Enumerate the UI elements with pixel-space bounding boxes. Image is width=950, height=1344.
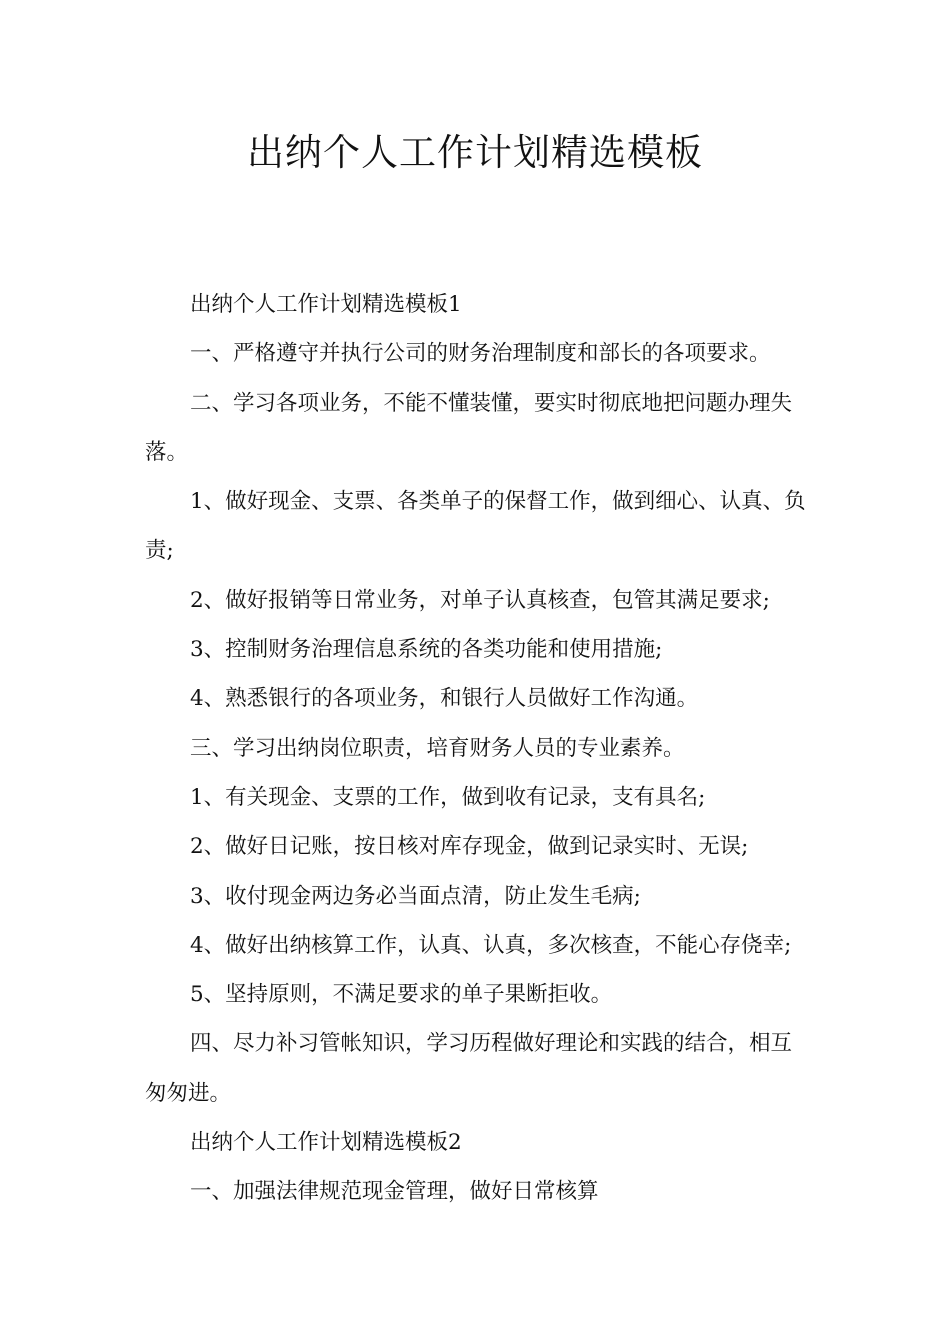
paragraph: 4、做好出纳核算工作，认真、认真，多次核查，不能心存侥幸; <box>190 932 792 958</box>
paragraph: 一、加强法律规范现金管理，做好日常核算 <box>190 1179 599 1205</box>
document-body <box>145 280 810 1217</box>
paragraph: 四、尽力补习管帐知识，学习历程做好理论和实践的结合，相互匆匆进。 <box>145 1031 793 1106</box>
paragraph: 1、有关现金、支票的工作，做到收有记录，支有具名; <box>190 784 706 810</box>
paragraph: 一、严格遵守并执行公司的财务治理制度和部长的各项要求。 <box>190 341 771 367</box>
paragraph: 3、收付现金两边务必当面点清，防止发生毛病; <box>190 883 641 909</box>
document-title: 出纳个人工作计划精选模板 <box>247 131 703 174</box>
paragraph: 1、做好现金、支票、各类单子的保督工作，做到细心、认真、负责; <box>145 489 806 564</box>
paragraph: 2、做好日记账，按日核对库存现金，做到记录实时、无误; <box>190 834 749 860</box>
paragraph: 三、学习出纳岗位职责，培育财务人员的专业素养。 <box>190 735 685 761</box>
paragraph: 2、做好报销等日常业务，对单子认真核查，包管其满足要求; <box>190 587 770 613</box>
paragraph: 5、坚持原则，不满足要求的单子果断拒收。 <box>190 982 613 1008</box>
paragraph: 4、熟悉银行的各项业务，和银行人员做好工作沟通。 <box>190 686 699 712</box>
paragraph: 出纳个人工作计划精选模板1 <box>190 292 462 317</box>
paragraph: 3、控制财务治理信息系统的各类功能和使用措施; <box>190 637 663 663</box>
paragraph: 出纳个人工作计划精选模板2 <box>190 1130 462 1156</box>
paragraph: 二、学习各项业务，不能不懂装懂，要实时彻底地把问题办理失落。 <box>145 390 793 465</box>
